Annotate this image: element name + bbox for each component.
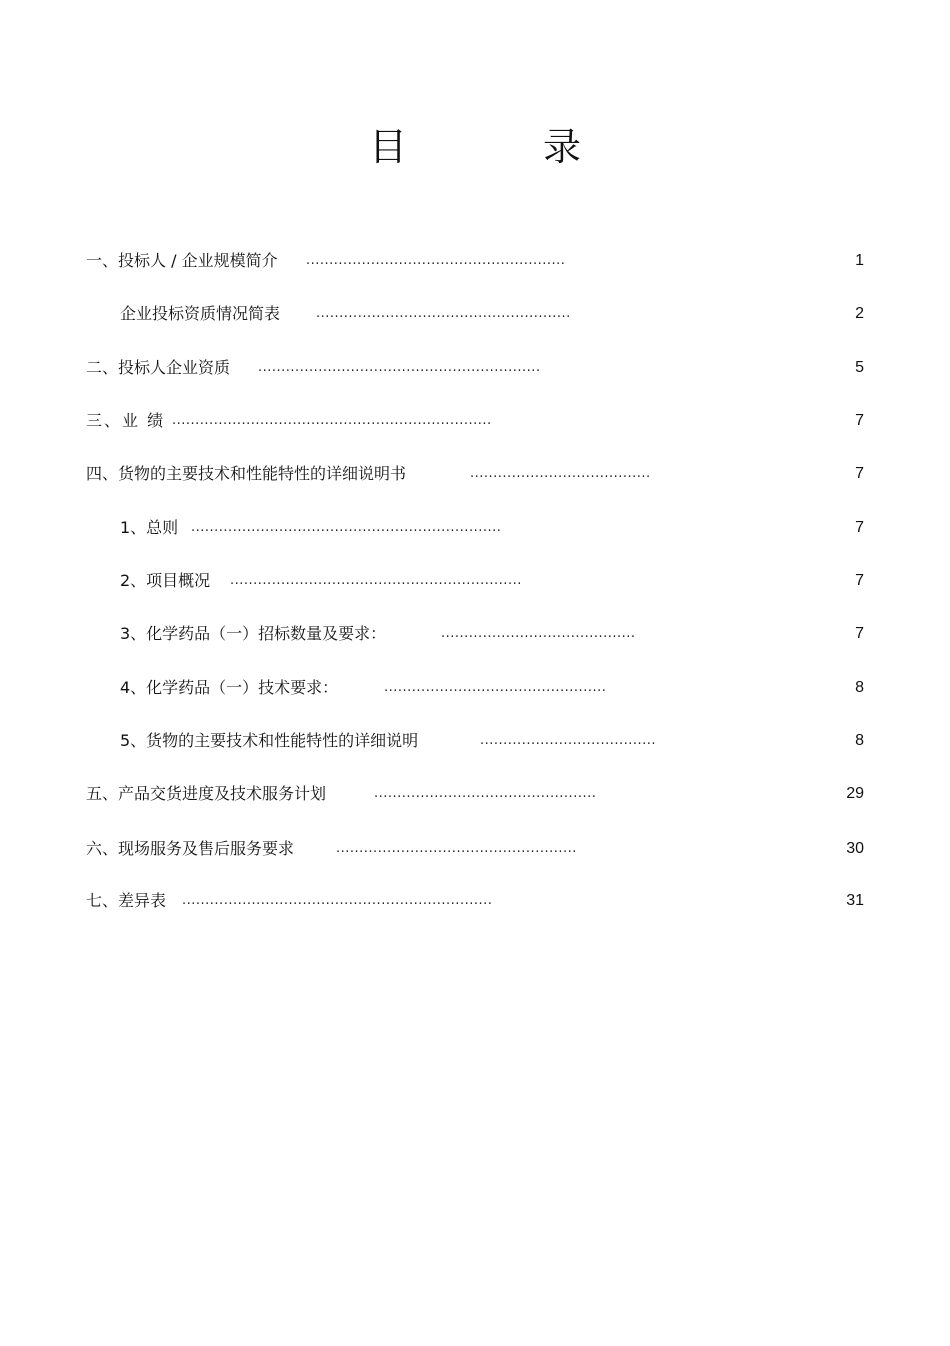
toc-entry-label: 5、货物的主要技术和性能特性的详细说明 — [120, 731, 419, 750]
toc-entry-label: 五、产品交货进度及技术服务计划 — [86, 784, 327, 803]
toc-entry-label: 六、现场服务及售后服务要求 — [86, 839, 295, 858]
toc-page-number: 1 — [855, 252, 864, 269]
toc-entry[interactable] — [0, 461, 950, 487]
toc-page-number: 8 — [855, 679, 864, 696]
toc-leader-dots: ...................................... — [480, 733, 657, 748]
toc-entry-label: 三、业 绩 — [86, 411, 166, 430]
toc-leader-dots: ............................................................... — [230, 573, 522, 588]
toc-entry[interactable] — [0, 728, 950, 754]
toc-page-number: 5 — [855, 359, 864, 376]
toc-entry-label: 企业投标资质情况简表 — [120, 304, 281, 323]
toc-page-number: 31 — [846, 892, 864, 909]
toc-leader-dots: ............................................................. — [258, 360, 541, 375]
toc-leader-dots: ....................................................... — [316, 306, 571, 321]
toc-leader-dots: ................................................ — [384, 680, 607, 695]
toc-entry[interactable] — [0, 248, 950, 274]
toc-page-number: 29 — [846, 785, 864, 802]
toc-leader-dots: .......................................... — [441, 626, 636, 641]
toc-entry-label: 2、项目概况 — [120, 571, 211, 590]
toc-leader-dots: ........................................................ — [306, 253, 566, 268]
toc-entry-label: 4、化学药品（一）技术要求： — [120, 678, 339, 697]
toc-leader-dots: .................................................... — [336, 841, 577, 856]
toc-entry[interactable] — [0, 781, 950, 807]
toc-leader-dots: ....................................... — [470, 466, 651, 481]
toc-entry[interactable] — [0, 515, 950, 541]
toc-leader-dots: ..................................................................... — [172, 413, 492, 428]
toc-leader-dots: ................................................................... — [182, 893, 493, 908]
toc-entry[interactable] — [0, 355, 950, 381]
toc-entry-label: 1、总则 — [120, 518, 179, 537]
toc-leader-dots: ................................................ — [374, 786, 597, 801]
toc-entry[interactable] — [0, 301, 950, 327]
toc-entry-label: 一、投标人 / 企业规模简介 — [86, 251, 278, 270]
toc-page-number: 2 — [855, 305, 864, 322]
page-title: 目 录 — [368, 125, 644, 169]
toc-page-number: 7 — [855, 465, 864, 482]
toc-page-number: 7 — [855, 625, 864, 642]
toc-entry[interactable] — [0, 836, 950, 862]
toc-entry[interactable] — [0, 408, 950, 434]
toc-leader-dots: ................................................................... — [191, 520, 502, 535]
toc-page-number: 7 — [855, 412, 864, 429]
toc-entry[interactable] — [0, 621, 950, 647]
toc-entry-label: 七、差异表 — [86, 891, 167, 910]
toc-page-number: 8 — [855, 732, 864, 749]
toc-entry[interactable] — [0, 568, 950, 594]
toc-page-number: 30 — [846, 840, 864, 857]
toc-entry-label: 四、货物的主要技术和性能特性的详细说明书 — [86, 464, 407, 483]
toc-entry[interactable] — [0, 888, 950, 914]
toc-page-number: 7 — [855, 519, 864, 536]
toc-page-number: 7 — [855, 572, 864, 589]
toc-entry[interactable] — [0, 675, 950, 701]
toc-entry-label: 3、化学药品（一）招标数量及要求： — [120, 624, 387, 643]
toc-entry-label: 二、投标人企业资质 — [86, 358, 231, 377]
